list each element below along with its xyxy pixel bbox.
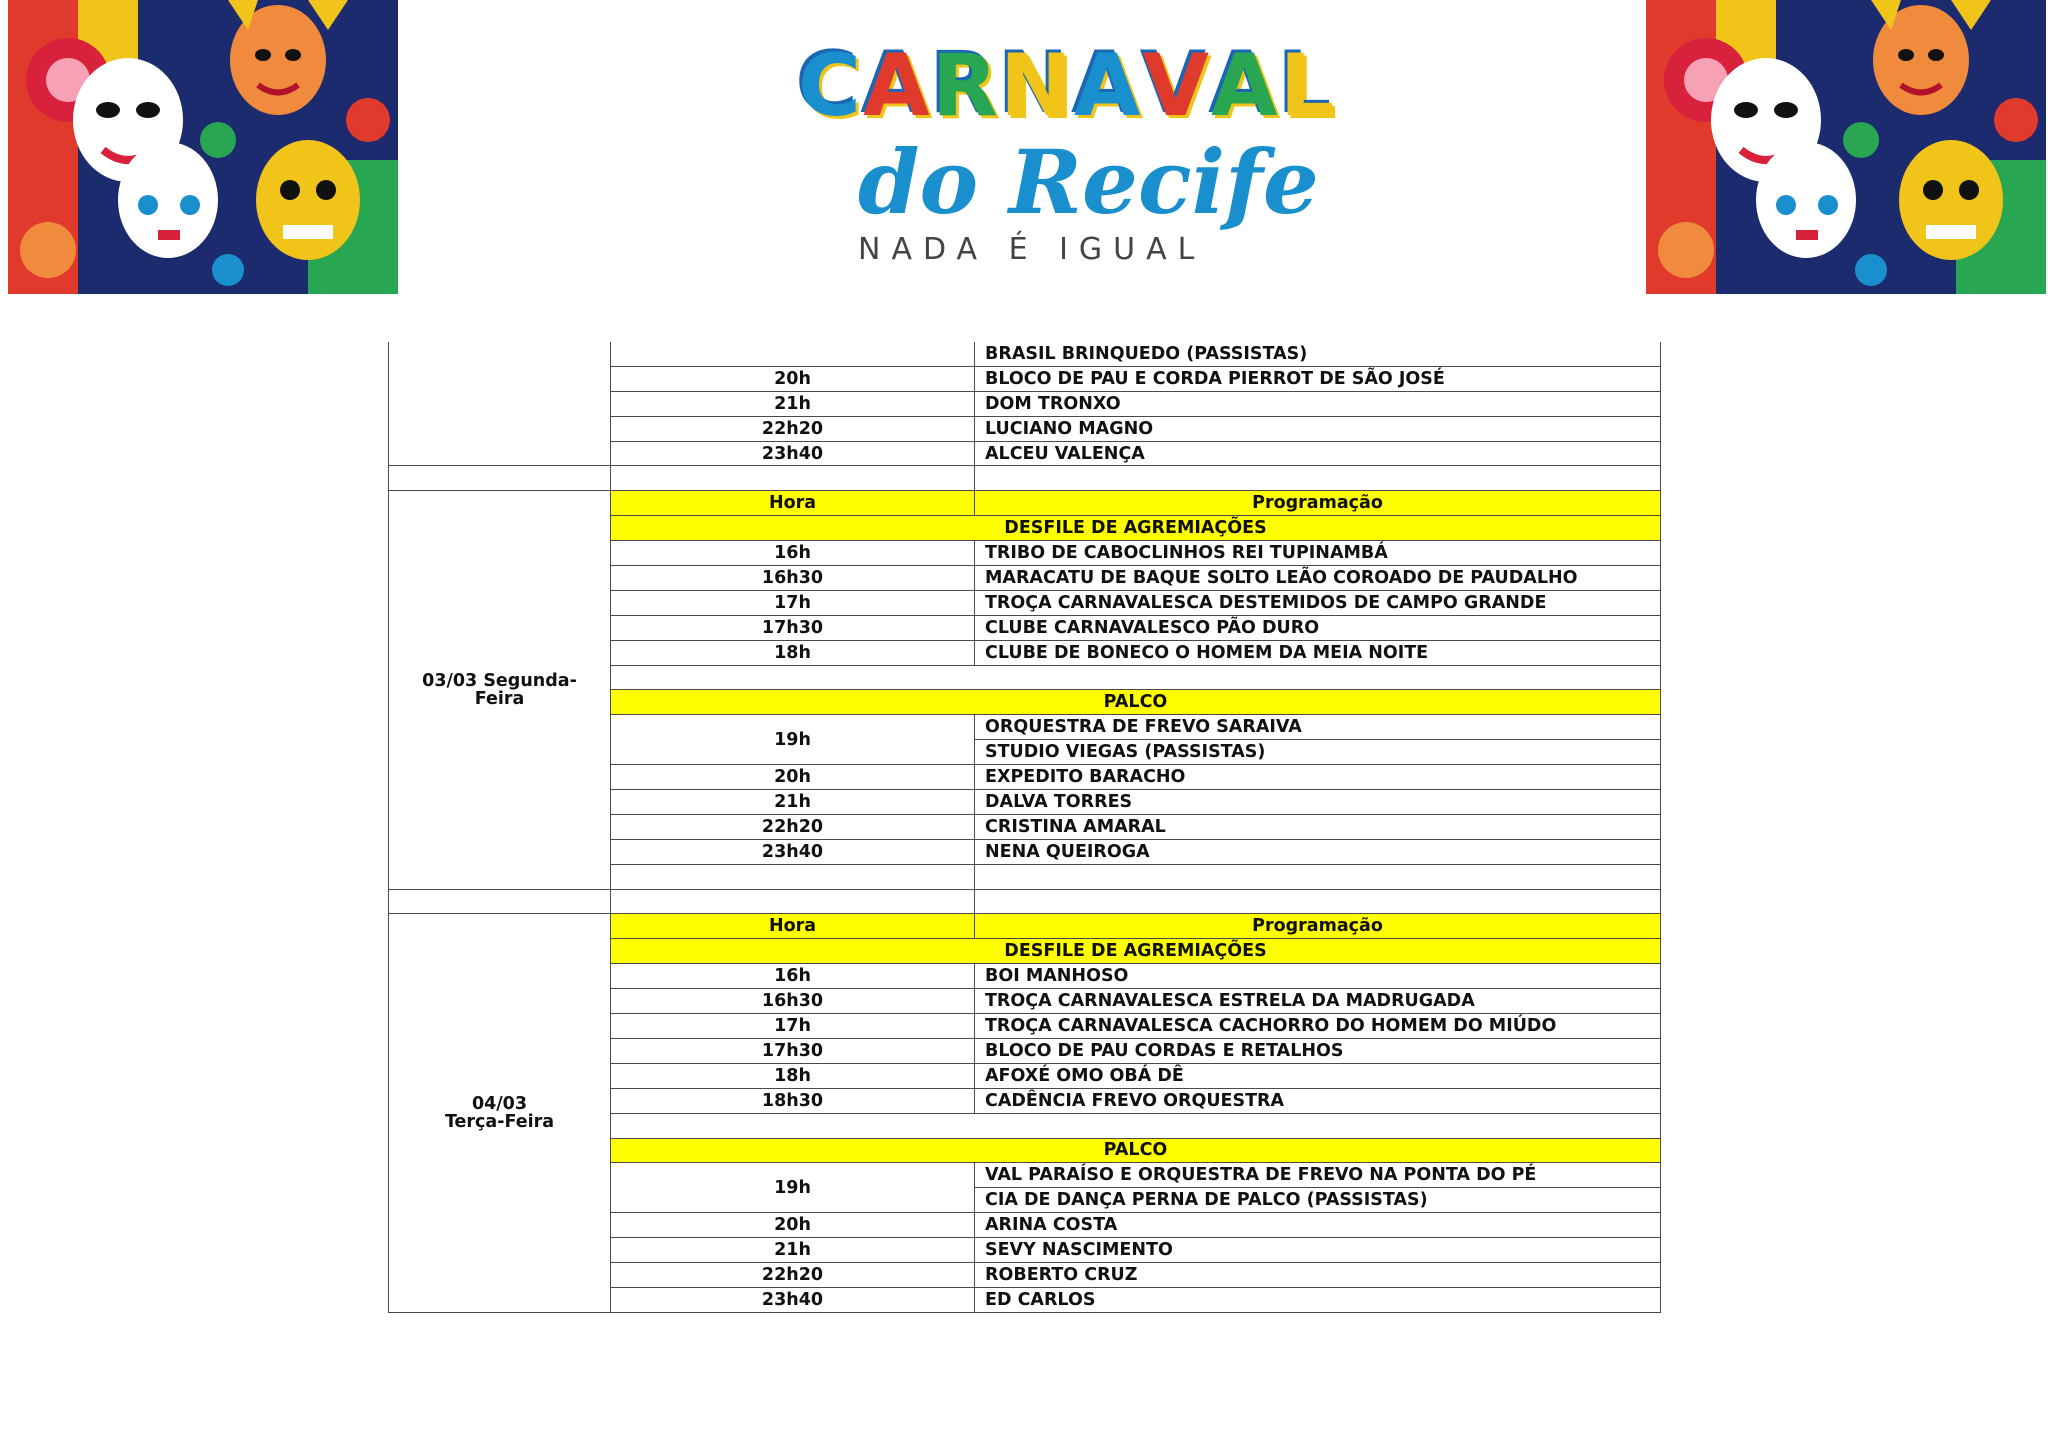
palco-section-label: PALCO	[611, 690, 1661, 715]
act-cell: AFOXÉ OMO OBÁ DÊ	[975, 1063, 1661, 1088]
logo-subtitle: NADA É IGUAL	[858, 232, 1206, 267]
act-cell: SEVY NASCIMENTO	[975, 1238, 1661, 1263]
time-cell: 22h20	[611, 814, 975, 839]
act-cell: EXPEDITO BARACHO	[975, 765, 1661, 790]
time-cell: 21h	[611, 1238, 975, 1263]
act-cell: CRISTINA AMARAL	[975, 814, 1661, 839]
act-cell: ALCEU VALENÇA	[975, 441, 1661, 466]
date-day: 04/03	[471, 1094, 528, 1115]
time-cell: 22h20	[611, 1262, 975, 1287]
table-row	[389, 342, 1661, 366]
act-cell: DOM TRONXO	[975, 391, 1661, 416]
time-cell: 17h	[611, 1014, 975, 1039]
time-cell: 18h30	[611, 1088, 975, 1113]
time-cell: 21h	[611, 391, 975, 416]
act-cell: ORQUESTRA DE FREVO SARAIVA	[975, 715, 1661, 740]
act-cell: CLUBE DE BONECO O HOMEM DA MEIA NOITE	[975, 640, 1661, 665]
act-cell: ARINA COSTA	[975, 1213, 1661, 1238]
time-cell	[611, 342, 975, 366]
time-cell: 20h	[611, 765, 975, 790]
act-cell: BLOCO DE PAU CORDAS E RETALHOS	[975, 1038, 1661, 1063]
time-cell: 16h	[611, 964, 975, 989]
time-cell: 16h	[611, 541, 975, 566]
programacao-header: Programação	[975, 914, 1661, 939]
time-cell: 21h	[611, 790, 975, 815]
logo-tagline: do Recife	[858, 130, 1319, 234]
date-cell	[389, 914, 611, 1312]
time-cell: 23h40	[611, 1287, 975, 1312]
act-cell: CADÊNCIA FREVO ORQUESTRA	[975, 1088, 1661, 1113]
carnival-illustration-left	[8, 0, 398, 294]
desfile-section-label: DESFILE DE AGREMIAÇÕES	[611, 939, 1661, 964]
time-cell: 22h20	[611, 416, 975, 441]
act-cell: CLUBE CARNAVALESCO PÃO DURO	[975, 615, 1661, 640]
act-cell: MARACATU DE BAQUE SOLTO LEÃO COROADO DE PAUDALHO	[975, 566, 1661, 591]
act-cell: NENA QUEIROGA	[975, 839, 1661, 864]
act-cell: BOI MANHOSO	[975, 964, 1661, 989]
programacao-header: Programação	[975, 491, 1661, 516]
time-cell: 17h30	[611, 1038, 975, 1063]
act-cell: BLOCO DE PAU E CORDA PIERROT DE SÃO JOSÉ	[975, 366, 1661, 391]
table-header-row	[389, 491, 1661, 516]
table-header-row	[389, 914, 1661, 939]
palco-section-label: PALCO	[611, 1138, 1661, 1163]
logo-word: CARNAVAL	[798, 36, 1337, 136]
time-cell: 23h40	[611, 839, 975, 864]
time-cell: 18h	[611, 640, 975, 665]
time-cell: 19h	[611, 715, 975, 765]
act-cell: TRIBO DE CABOCLINHOS REI TUPINAMBÁ	[975, 541, 1661, 566]
act-cell: STUDIO VIEGAS (PASSISTAS)	[975, 740, 1661, 765]
act-cell: DALVA TORRES	[975, 790, 1661, 815]
hora-header: Hora	[611, 491, 975, 516]
time-cell: 19h	[611, 1163, 975, 1213]
carnaval-do-recife-logo	[780, 28, 1337, 268]
act-cell: VAL PARAÍSO E ORQUESTRA DE FREVO NA PONTA DO PÉ	[975, 1163, 1661, 1188]
act-cell: TROÇA CARNAVALESCA DESTEMIDOS DE CAMPO GRANDE	[975, 590, 1661, 615]
act-cell: LUCIANO MAGNO	[975, 416, 1661, 441]
time-cell: 17h	[611, 590, 975, 615]
act-cell: BRASIL BRINQUEDO (PASSISTAS)	[975, 342, 1661, 366]
act-cell: CIA DE DANÇA PERNA DE PALCO (PASSISTAS)	[975, 1188, 1661, 1213]
act-cell: TROÇA CARNAVALESCA ESTRELA DA MADRUGADA	[975, 989, 1661, 1014]
time-cell: 18h	[611, 1063, 975, 1088]
time-cell: 20h	[611, 1213, 975, 1238]
act-cell: ROBERTO CRUZ	[975, 1262, 1661, 1287]
schedule-table	[388, 342, 1661, 1313]
spacer-row	[389, 889, 1661, 914]
hora-header: Hora	[611, 914, 975, 939]
time-cell: 23h40	[611, 441, 975, 466]
time-cell: 16h30	[611, 566, 975, 591]
time-cell: 16h30	[611, 989, 975, 1014]
carnival-illustration-right	[1646, 0, 2046, 294]
time-cell: 20h	[611, 366, 975, 391]
time-cell: 17h30	[611, 615, 975, 640]
act-cell: ED CARLOS	[975, 1287, 1661, 1312]
act-cell: TROÇA CARNAVALESCA CACHORRO DO HOMEM DO MIÚDO	[975, 1014, 1661, 1039]
spacer-row	[389, 466, 1661, 491]
date-cell: 03/03 Segunda-Feira	[389, 491, 611, 889]
desfile-section-label: DESFILE DE AGREMIAÇÕES	[611, 516, 1661, 541]
date-cell	[389, 342, 611, 466]
date-weekday: Terça-Feira	[444, 1112, 555, 1133]
